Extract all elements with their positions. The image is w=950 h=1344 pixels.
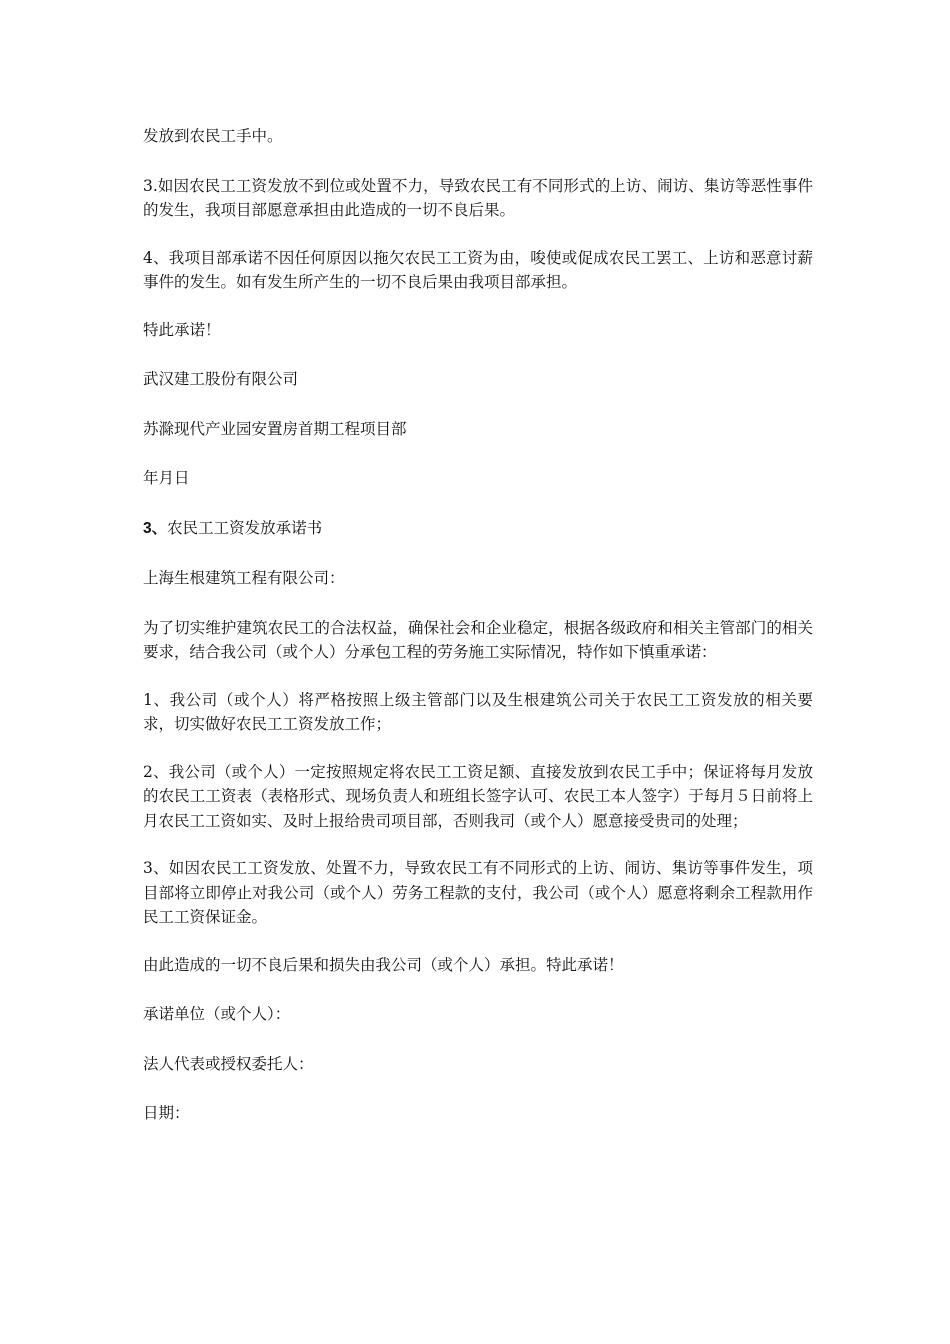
paragraph-continuation: 发放到农民工手中。 [143, 127, 283, 145]
paragraph-legal-rep: 法人代表或授权委托人： [143, 1054, 314, 1073]
section-heading [143, 516, 813, 542]
paragraph-commitment-3: 3、如因农民工工资发放、处置不力，导致农民工有不同形式的上访、闹访、集访等事件发生，项目部将立即停止对我公司（或个人）劳务工程款的支付，我公司（或个人）愿意将剩余工程款用作民工工资保证金。 [143, 859, 813, 926]
section-title: 农民工工资发放承诺书 [167, 518, 323, 537]
paragraph-project-dept: 苏滁现代产业园安置房首期工程项目部 [143, 419, 407, 438]
paragraph-addressee: 上海生根建筑工程有限公司： [143, 569, 345, 587]
paragraph-date: 日期： [143, 1104, 190, 1122]
paragraph-date-line: 年月日 [143, 469, 190, 487]
paragraph-commitment-1: 1、我公司（或个人）将严格按照上级主管部门以及生根建筑公司关于农民工工资发放的相关要求，切实做好农民工工资发放工作； [143, 690, 813, 733]
paragraph-hereby-promise: 特此承诺！ [143, 320, 221, 339]
paragraph-clause-3: 3.如因农民工工资发放不到位或处置不力，导致农民工有不同形式的上访、闹访、集访等恶性事件的发生，我项目部愿意承担由此造成的一切不良后果。 [143, 176, 813, 219]
section-number: 3、 [143, 519, 168, 537]
paragraph-intro: 为了切实维护建筑农民工的合法权益，确保社会和企业稳定，根据各级政府和相关主管部门的相关要求，结合我公司（或个人）分承包工程的劳务施工实际情况，特作如下慎重承诺： [143, 618, 813, 661]
paragraph-liability: 由此造成的一切不良后果和损失由我公司（或个人）承担。特此承诺！ [143, 955, 624, 974]
document-body [143, 124, 813, 1151]
paragraph-clause-4: 4、我项目部承诺不因任何原因以拖欠农民工工资为由，唆使或促成农民工罢工、上访和恶意讨薪事件的发生。如有发生所产生的一切不良后果由我项目部承担。 [143, 248, 813, 291]
paragraph-commitment-2: 2、我公司（或个人）一定按照规定将农民工工资足额、直接发放到农民工手中；保证将每月发放的农民工工资表（表格形式、现场负责人和班组长签字认可、农民工本人签字）于每月５日前将上月农民工工资如实、及时上报给贵司项目部，否则我司（或个人）愿意接受贵司的处理； [143, 762, 813, 830]
paragraph-signatory: 承诺单位（或个人）： [143, 1005, 291, 1023]
paragraph-company-name: 武汉建工股份有限公司 [143, 370, 299, 388]
